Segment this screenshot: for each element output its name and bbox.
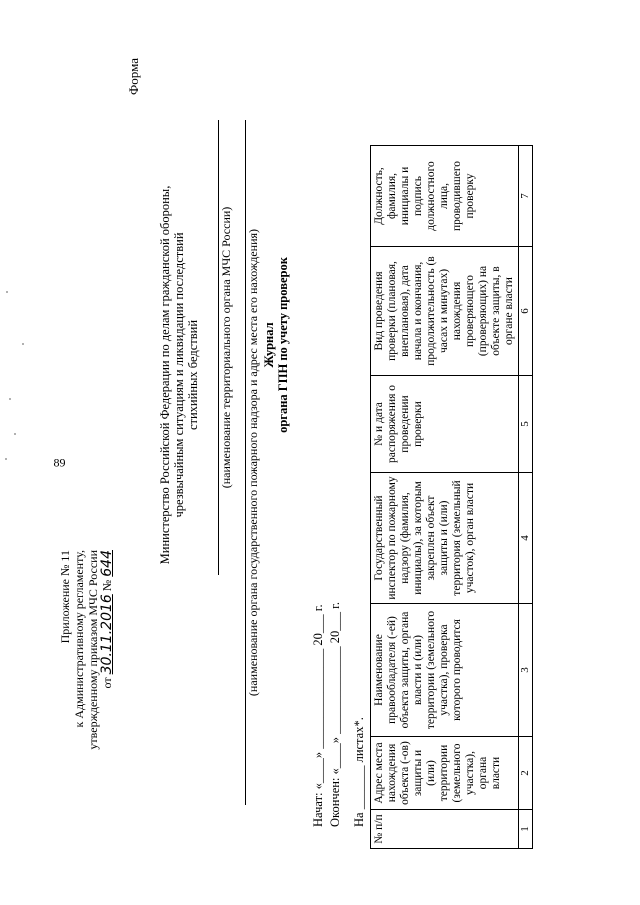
ministry-line-1: Министерство Российской Федерации по делам гражданской обороны,	[158, 185, 172, 565]
form-label: Форма	[126, 58, 141, 95]
appendix-title: Приложение № 11	[58, 550, 72, 644]
appendix-regulation: к Административному регламенту,	[72, 550, 86, 728]
ministry-heading	[158, 145, 200, 605]
order-number: 644	[99, 550, 115, 577]
column-number: 2	[519, 737, 533, 810]
header-cell: Должность, фамилия, инициалы и подпись должностного лица, проводившего проверку	[371, 146, 519, 247]
started-line: Начат: «____» ________________ 20___ г.	[311, 604, 325, 827]
scan-speck	[9, 398, 11, 400]
header-cell: Адрес места нахождения объекта (-ов) защиты и (или) территории (земельного участка), органа власти	[371, 737, 519, 810]
scan-speck	[6, 291, 8, 293]
header-cell: Государственный инспектор по пожарному надзору (фамилия, инициалы), за которым закреплен объект защиты и (или) территория (земельный участок), орган власти	[371, 473, 519, 604]
table-number-row	[519, 146, 533, 849]
journal-title	[262, 105, 290, 585]
ended-line: Окончен: «____» ______________ 20___ г.	[328, 602, 342, 827]
sheets-line: На _______ листах*.	[352, 717, 366, 827]
scan-speck	[22, 343, 24, 345]
appendix-date-line	[100, 550, 114, 688]
header-cell: Наименование правообладателя (-ей) объекта защиты, органа власти и (или) территории (земельного участка), проверка которого проводится	[371, 604, 519, 737]
title-line-2: органа ГПН по учету проверок	[276, 257, 290, 433]
header-cell: № п/п	[371, 810, 519, 849]
page-number: 89	[53, 455, 66, 470]
ministry-line-3: стихийных бедствий	[186, 319, 200, 431]
column-number: 4	[519, 473, 533, 604]
column-number: 7	[519, 146, 533, 247]
scan-speck	[5, 458, 7, 460]
gpn-caption: (наименование органа государственного пожарного надзора и адрес места его нахождения)	[246, 228, 260, 697]
territorial-caption: (наименование территориального органа МЧС России)	[219, 206, 233, 489]
inspections-table	[370, 145, 533, 849]
column-number: 1	[519, 810, 533, 849]
number-prefix: №	[100, 579, 114, 592]
header-cell: Вид проведения проверки (плановая, внеплановая), дата начала и окончания, продолжительность (в часах и минутах) нахождения проверяющего (проверяющих) на объекте защиты, в органе власти	[371, 247, 519, 376]
order-date: 30.11.2016	[99, 594, 115, 675]
date-prefix: от	[100, 677, 114, 689]
ministry-line-2: чрезвычайным ситуациям и ликвидации последствий	[172, 232, 186, 518]
journal-dates	[310, 602, 344, 827]
title-line-1: Журнал	[262, 322, 276, 368]
appendix-order: утвержденному приказом МЧС России	[86, 550, 100, 750]
column-number: 3	[519, 604, 533, 737]
table-header-row	[371, 146, 519, 849]
header-cell: № и дата распоряжения о проведении проверки	[371, 376, 519, 473]
column-number: 5	[519, 376, 533, 473]
column-number: 6	[519, 247, 533, 376]
scan-speck	[14, 433, 16, 435]
